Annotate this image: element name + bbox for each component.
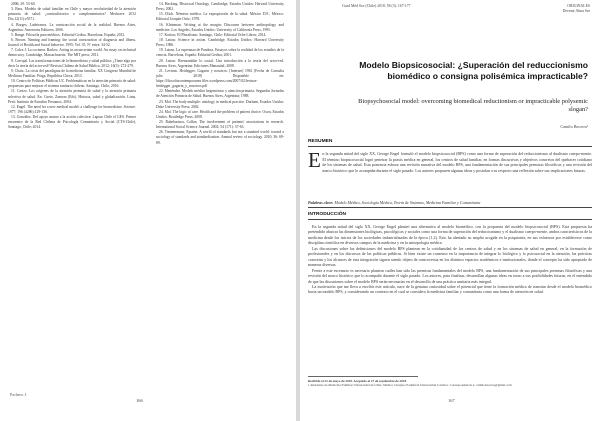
reference-item: 12. Engel. The need for a new medical model: a challenge for biomedicine. Science. 1977; 196 (4286):129-136. <box>8 104 136 114</box>
keywords-list: Modelo Médico, Sociología Médica, Teoría de Sistemas, Medicina Familiar y Comunitaria <box>334 200 481 205</box>
footnote-affiliation: 1 Residente de Medicina Familiar Universidad de Chile. Médico Cirujano Pontificia Universidad Católica. Correspondencia a: camilobecerra@gmail.com <box>308 383 512 388</box>
reference-item: 25. Rabeharisoa, Callon. The involvement of patients' associations in research. International Social Science Journal. 2002; 54 (171): 57-63. <box>156 120 284 130</box>
reference-item: 13. González. Del apoyo mutuo a la acción colectiva: Lapsus Chile el GES. Primer encuentro de la Red Chilena de Psicología Comunitaria y Social (CTS-Chile), Santiago, Chile; 2014. <box>8 115 136 130</box>
footer-author-label: Pacheco J. <box>10 392 27 397</box>
keywords <box>308 200 592 205</box>
keywords-label: Palabras clave: <box>308 200 334 205</box>
intro-paragraph: Frente a este escenario es necesario plantear cuáles han sido las premisas fundamentales del modelo BPS, una fundamentación de sus principales premisas filosóficas y una revisión del marco histórico que lo acompañó durante el siglo pasado. Los autores, para finalizar, desarrollan algunas ideas en torno a sus posibilidades futuras, en el entendido de que las discusiones sobre el modelo BPS serán necesarias en el desarrollo de una práctica sanitaria más integral. <box>308 267 592 284</box>
references-column-1 <box>8 2 136 130</box>
reference-item: 3. Bass. Modelo de salud familiar en Chile y mayor resolutividad de la atención primaria de salud: ¿contradictorios o complementarios? Medwave 2012 Dic;12(11):e5571. <box>8 7 136 22</box>
article-author: Camilo Becerra¹ <box>560 124 588 129</box>
section-tag <box>563 4 590 14</box>
introduction-body <box>308 224 592 295</box>
reference-item: 18. Latour. Science in action. Cambridge, Estados Unidos: Harvard University Press; 1986. <box>156 38 284 48</box>
reference-item: 20. Latour. Reensamblar lo social. Una introducción a la teoría del actor-red. Buenos Aires, Argentina: Ediciones Manantial; 2008. <box>156 58 284 68</box>
section-sub-label: Devenir Alma Sra <box>562 9 590 13</box>
reference-item: 16. Kleinman. Writing at the margin: Discourse between anthropology and medicine. Los Angeles, Estados Unidos: University of California Press; 1995. <box>156 22 284 32</box>
drop-cap: E <box>308 148 321 172</box>
reference-item: 26. Timmermans, Epstein. A world of standards but not a standard world: toward a sociology of standards and standardization. Annual review of sociology. 2010; 36: 69-89. <box>156 130 284 145</box>
reference-item: 8. Carvajal. Las transformaciones de la biomedicina y salud pública: ¿Tiene algo por decir la teoría del actor-red? Revista Chilena de Salud Pública. 2012; 16(3): 272-279. <box>8 58 136 68</box>
intro-paragraph: En la segunda mitad del siglo XX, George Engel planteó una alternativa al modelo biomédico, con la propuesta del modelo biopsicosocial (BPS). Esta propuesta ha pretendido abarcar las dimensiones biológicas, psicológicas y sociales como una forma de superación del reduccionismo y el dualismo cuerpo-mente, ambos característicos de la medicina desde los inicios de los sociedades industrializadas de la época (1,2). Esto ha alentado su amplia acogida en la psiquiatría, en sus esfuerzos por establecerse como disciplina científica en diversos campos de la medicina y en la antropología médica. <box>308 224 592 246</box>
intro-paragraph: Las discusiones sobre las definiciones del modelo BPS plantean en la cotidianidad de los centros de salud y en los sistemas de salud en general, en la formación de profesionales y en los discursos de las políticas públicas. Si bien existe un consenso en la importancia de integrar lo biológico y lo psicosocial en la atención, las prácticas concretas y los alcances de esta integración siguen siendo objeto de controversia en los distintos espacios académicos e institucionales, donde el concepto ha sido apropiado de maneras diversas. <box>308 245 592 268</box>
right-page <box>300 0 600 421</box>
article-title: Modelo Biopsicosocial: ¿Superación del reduccionismo biomédico o consigna polisémica impracticable? <box>359 60 588 81</box>
reference-item: 21. Levinas. Heidegger, Gagarin y nosotros. [Internet] 1961 [Fecha de Consulta julio 2018] Disponible en: https://filosofiacontemporanea.files.wordpress.com/2007/02/levinas-heidegger_gagarin_y_nosotros.pdf <box>156 68 284 89</box>
resumen-heading: RESUMEN <box>308 139 333 144</box>
left-page <box>0 0 296 421</box>
section-label: ORIGINALES <box>567 4 590 8</box>
reference-item: 5. Bunge. Filosofía para médicos. Editorial Gedisa. Barcelona, España; 2012. <box>11 32 126 37</box>
footnote-received: Recibido el 22 de mayo de 2018. Aceptado el 27 de septiembre de 2018. <box>308 379 407 383</box>
divider-rule <box>308 207 592 208</box>
divider-rule <box>308 219 592 220</box>
reference-item: 11. Castro. Los orígenes de la atención primaria de salud y la atención primaria selectiva de salud. En: Cueto, Zamora (Eds). Historia, salud y globalización. Lima, Perú: Instituto de Estudios Peruanos; 2004. <box>8 89 136 104</box>
reference-item: 6. Brown. Naming and framing: the social construction of diagnosis and illness. Journal of Health and Social behavior. 1995; Vol. 35, Nº extra: 34-52. <box>8 38 136 48</box>
divider-rule <box>308 146 592 147</box>
footnote-rule <box>308 376 418 377</box>
reference-item: 23. Mol. The body multiple: ontology in medical practice. Durham, Estados Unidos: Duke University Press; 2002. <box>156 99 284 109</box>
reference-item: 4. Borges, Ladeiranos. La construcción social de la realidad. Buenos Aires, Argentina: Amorrortu Editores; 2006. <box>8 22 136 32</box>
reference-item: 17. Kottow, El Pluralismo. Santiago, Chile: Editorial Oche Libros; 2014. <box>159 32 267 37</box>
references-column-2 <box>156 2 284 146</box>
page-number-left: 166 <box>136 398 143 403</box>
intro-paragraph: La motivación que me lleva a escribir este artículo, nace de la genuina curiosidad sobre el potencial que tiene la formación médica de transitar desde el modelo biomédico hacia un modelo BPS, y considerando un contexto en el cual se considera la medicina familiar y comunitaria como una forma de atención en salud. <box>308 283 592 295</box>
reference-item: 2006; 29: 53-60. <box>11 2 36 6</box>
page-number-right: 167 <box>448 398 455 403</box>
reference-item: 19. Latour. La esperanza de Pandora. Ensayos sobre la realidad de los estudios de la ciencia. Barcelona, España: Editorial Gedisa; 2001. <box>156 48 284 58</box>
reference-item: 7. Calva J. La cocinera. Barlow. Acting in an uncertain world. An essay on technical democracy. Cambridge, Massachusetts: The MIT press; 2011. <box>8 48 136 58</box>
reference-item: 10. Centro de Políticas Públicas UC. Problemáticas en la atención primaria de salud: propuestas para mejorar el sistema sanitario chileno. Santiago, Chile; 2016. <box>8 79 136 89</box>
abstract-text <box>308 148 592 173</box>
journal-citation: Cuad Méd Soc (Chile) 2018, 58 (3): 167-177 <box>342 4 411 8</box>
footnote <box>308 379 592 388</box>
introduccion-heading: INTRODUCCIÓN <box>308 212 347 217</box>
reference-item: 24. Mol. The logic of care. Health and the problem of patient choice. Oxon, Estados Unidos: Routledge Press; 2008. <box>156 109 284 119</box>
reference-item: 22. Menéndez. Modelo médico hegemónico y atención primaria. Segundas Jornadas de Atención Primaria de Salud. Buenos Aires, Argentina; 1988. <box>156 89 284 99</box>
reference-item: 15. Illich. Némesis médica. La expropiación de la salud. México D.F., México: Editorial Joaquín Ortiz; 1978. <box>156 12 284 22</box>
reference-item: 14. Hacking. Historical Ontology. Cambridge, Estados Unidos: Harvard University Press; 2002. <box>156 2 284 12</box>
abstract-body: n la segunda mitad del siglo XX, George Engel formuló el modelo biopsicosocial (BPS) como una forma de superación del reduccionismo al dualismo cuerpo-mente. El término biopsicosocial logró penetrar la praxis médica en general, los centros de salud familiar, en formas discursivas y objetivos concretos del quehacer cotidiano de los sistemas de salud. Esta ponencia esboza una revisión narrativa del modelo BPS, una fundamentación de sus principales premisas filosóficas y una revisión del marco histórico que lo acompaña durante el siglo pasado. Los autores proponen algunas ideas y postulan a su respecto una reflexión sobre sus implicaciones futuras. <box>322 151 592 173</box>
reference-item: 9. Chaix. La crisis del paradigma de la medicina familiar. XX Congreso Mundial de Medicina Familiar. Praga, República Checa; 2013. <box>8 68 136 78</box>
article-subtitle: Biopsychosocial model: overcoming biomedical reductionism or impracticable polysemic slogan? <box>358 98 588 114</box>
